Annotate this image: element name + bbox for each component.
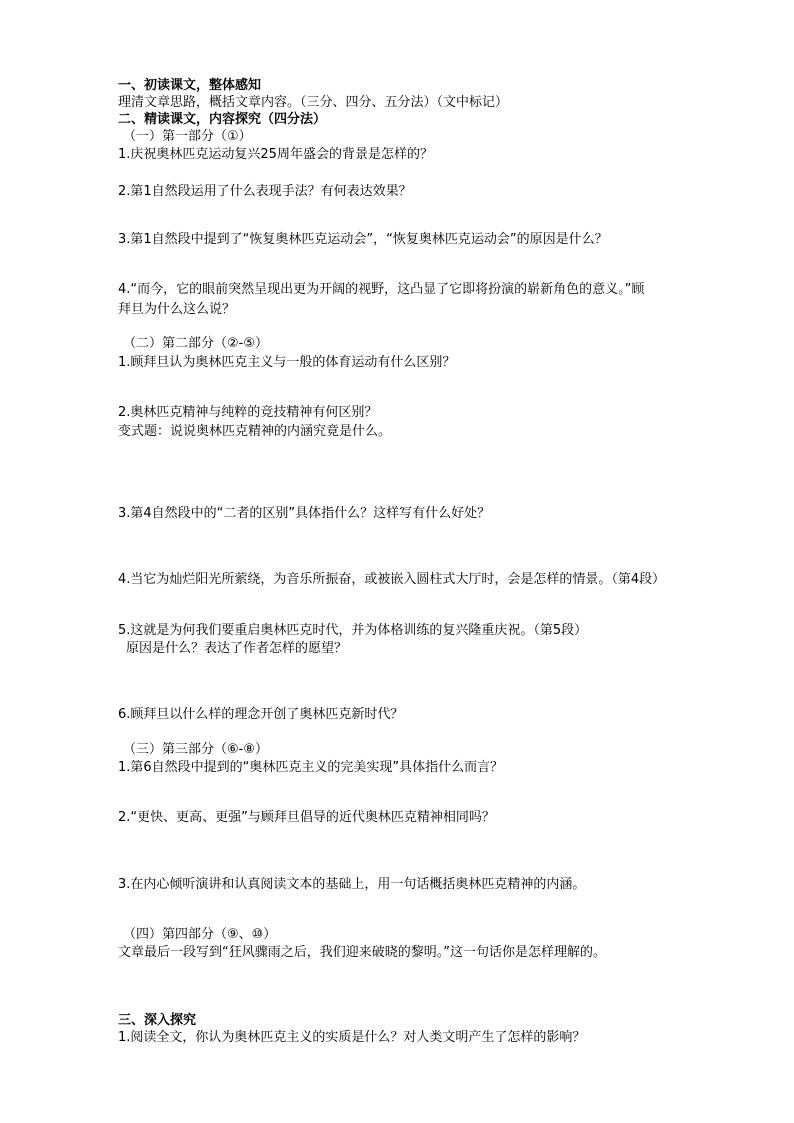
part-2-question-5-line-2: 原因是什么？表达了作者怎样的愿望？ bbox=[126, 641, 348, 656]
section-1-heading: 一、初读课文，整体感知 bbox=[118, 78, 262, 93]
part-1-question-3: 3.第1自然段中提到了“恢复奥林匹克运动会”，“恢复奥林匹克运动会”的原因是什么？ bbox=[118, 232, 608, 247]
section-3-question-1: 1.阅读全文，你认为奥林匹克主义的实质是什么？对人类文明产生了怎样的影响？ bbox=[118, 1030, 586, 1045]
part-2-question-1: 1.顾拜旦认为奥林匹克主义与一般的体育运动有什么区别？ bbox=[118, 355, 456, 370]
part-3-question-3: 3.在内心倾听演讲和认真阅读文本的基础上，用一句话概括奥林匹克精神的内涵。 bbox=[118, 877, 586, 892]
part-2-heading: （二）第二部分（②-⑤） bbox=[123, 336, 268, 351]
part-3-question-1: 1.第6自然段中提到的“奥林匹克主义的完美实现”具体指什么而言？ bbox=[118, 760, 504, 775]
part-2-question-2: 2.奥林匹克精神与纯粹的竞技精神有何区别？ bbox=[118, 405, 378, 420]
section-2-heading: 二、精读课文，内容探究（四分法） bbox=[118, 112, 327, 127]
section-1-text: 理清文章思路，概括文章内容。（三分、四分、五分法）（文中标记） bbox=[118, 95, 509, 110]
part-3-question-2: 2.“更快、更高、更强”与顾拜旦倡导的近代奥林匹克精神相同吗？ bbox=[118, 810, 495, 825]
part-1-question-1: 1.庆祝奥林匹克运动复兴25周年盛会的背景是怎样的？ bbox=[118, 147, 433, 162]
part-2-question-6: 6.顾拜旦以什么样的理念开创了奥林匹克新时代？ bbox=[118, 707, 404, 722]
part-1-heading: （一）第一部分（①） bbox=[123, 129, 252, 144]
part-3-heading: （三）第三部分（⑥-⑧） bbox=[123, 742, 268, 757]
part-2-question-2-variant: 变式题：说说奥林匹克精神的内涵究竟是什么。 bbox=[118, 424, 392, 439]
part-1-question-2: 2.第1自然段运用了什么表现手法？有何表达效果？ bbox=[118, 184, 412, 199]
section-3-heading: 三、深入探究 bbox=[118, 1013, 197, 1028]
part-2-question-4: 4.当它为灿烂阳光所萦绕，为音乐所振奋，或被嵌入圆柱式大厅时，会是怎样的情景。（第4段） bbox=[118, 572, 666, 587]
part-2-question-3: 3.第4自然段中的“二者的区别”具体指什么？这样写有什么好处？ bbox=[118, 506, 491, 521]
part-1-question-4-line-2: 拜旦为什么这么说？ bbox=[118, 302, 236, 317]
part-4-heading: （四）第四部分（⑨、⑩） bbox=[123, 927, 277, 942]
part-4-question-1: 文章最后一段写到“狂风骤雨之后，我们迎来破晓的黎明。”这一句话你是怎样理解的。 bbox=[118, 945, 606, 960]
part-2-question-5-line-1: 5.这就是为何我们要重启奥林匹克时代，并为体格训练的复兴隆重庆祝。（第5段） bbox=[118, 623, 588, 638]
part-1-question-4-line-1: 4.“而今，它的眼前突然呈现出更为开阔的视野，这凸显了它即将扮演的崭新角色的意义。”顾 bbox=[118, 282, 645, 297]
